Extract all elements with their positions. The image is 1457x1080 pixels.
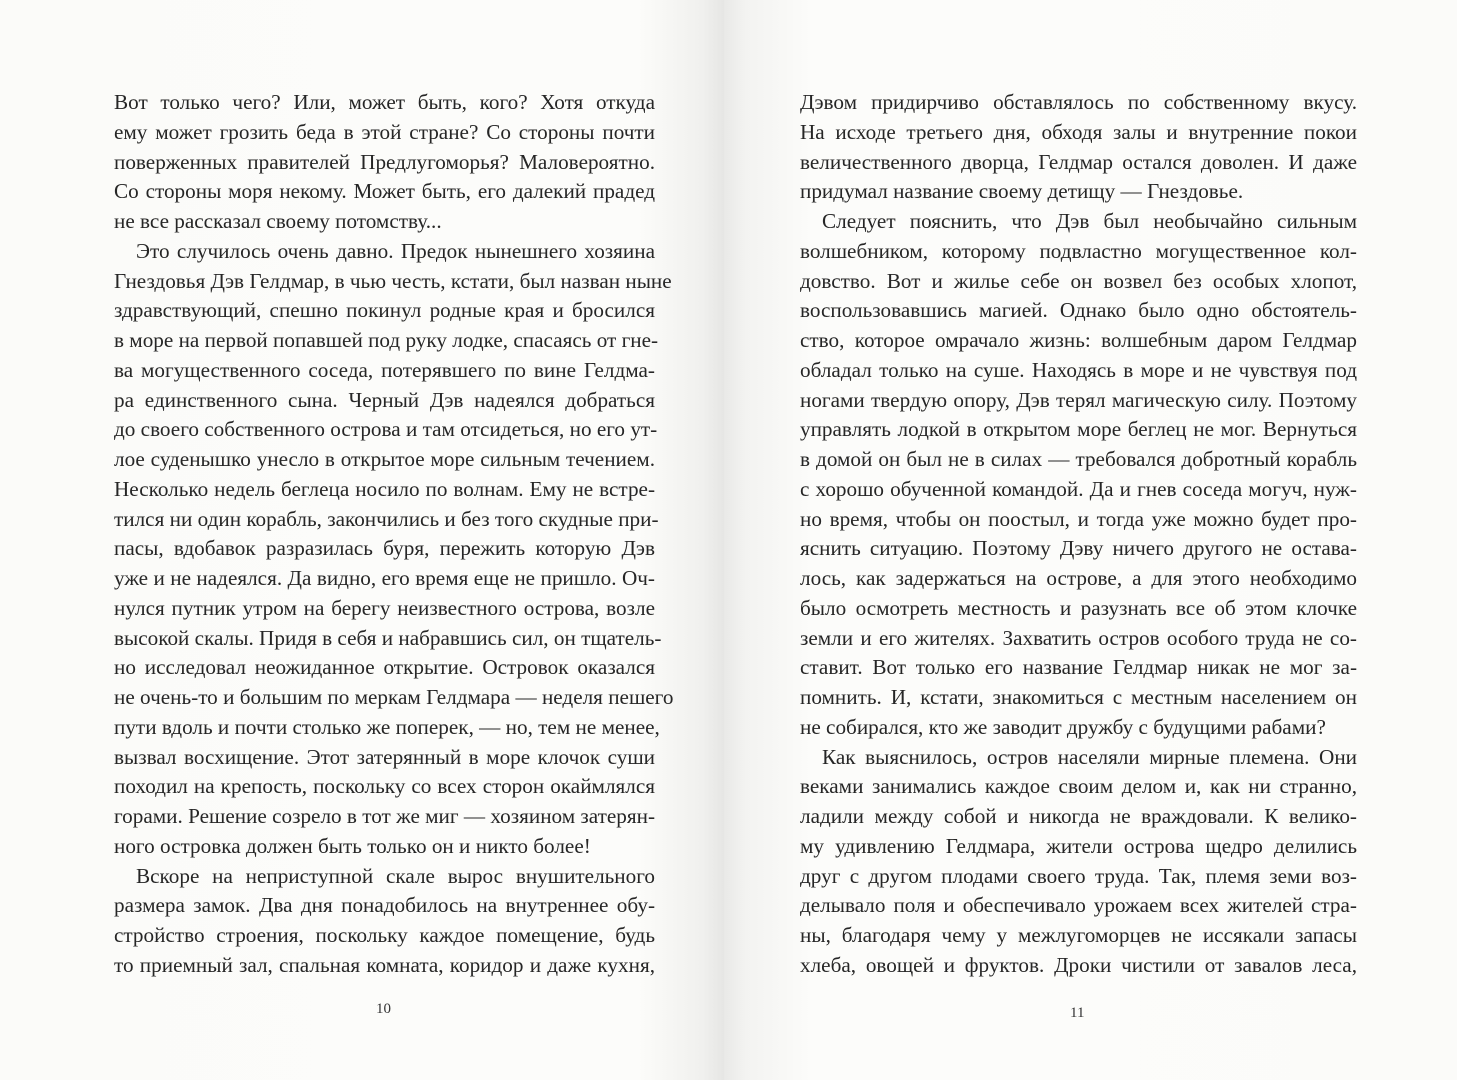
text-line: Со стороны моря некому. Может быть, его далекий прадед — [114, 179, 655, 204]
text-line: ногами твердую опору, Дэв терял магическую силу. Поэтому — [800, 387, 1357, 412]
left-page-number: 10 — [376, 1001, 391, 1017]
text-line: в домой он был не в силах — требовался добротный корабль — [800, 447, 1357, 471]
text-line: горами. Решение созрело в тот же миг — хозяином затерян- — [114, 804, 656, 828]
right-page — [724, 0, 1457, 1080]
text-line: На исходе третьего дня, обходя залы и внутренние покои — [800, 119, 1357, 144]
text-line: Несколько недель беглеца носило по волнам. Ему не встре- — [114, 476, 655, 501]
left-page — [0, 0, 724, 1080]
text-line: ва могущественного соседа, потерявшего по вине Гелдма- — [114, 357, 655, 382]
text-line: хлеба, овощей и фруктов. Дроки чистили от завалов леса, — [800, 952, 1357, 977]
text-line: нулся путник утром на берегу неизвестного острова, возле — [114, 595, 655, 620]
right-page-text — [800, 88, 1357, 981]
text-line: му удивлению Гелдмара, жители острова щедро делились — [800, 833, 1357, 858]
text-line: не собирался, кто же заводит дружбу с будущими рабами? — [800, 714, 1326, 739]
right-page-number: 11 — [1070, 1005, 1085, 1021]
text-line: то приемный зал, спальная комната, коридор и даже кухня, — [114, 952, 655, 977]
text-line: придумал название своему детищу — Гнездовье. — [800, 179, 1244, 204]
text-line: друг с другом плодами своего труда. Так, племя земи воз- — [800, 863, 1357, 888]
text-line: Это случилось очень давно. Предок нынешнего хозяина — [136, 238, 655, 263]
text-line: ладили между собой и никогда не враждовали. К велико- — [800, 804, 1357, 828]
text-line: обладал только на суше. Находясь в море и не чувствуя под — [800, 357, 1357, 382]
text-line: с хорошо обученной командой. Да и гнев соседа могуч, нуж- — [800, 476, 1357, 501]
text-line: стройство строения, поскольку каждое помещение, будь — [114, 923, 655, 947]
text-line: походил на крепость, поскольку со всех сторон окаймлялся — [114, 774, 655, 799]
text-line: лось, как задержаться на острове, а для этого необходимо — [800, 566, 1357, 590]
text-line: ны, благодаря чему у межлугоморцев не иссякали запасы — [800, 923, 1357, 947]
text-line: высокой скалы. Придя в себя и набравшись сил, он тщатель- — [114, 625, 662, 650]
text-line: ставит. Вот только его название Гелдмар никак не мог за- — [800, 655, 1357, 680]
text-line: ему может грозить беда в этой стране? Со стороны почти — [114, 119, 655, 144]
text-line: лое суденышко унесло в открытое море сильным течением. — [114, 447, 655, 471]
text-line: здравствующий, спешно покинул родные края и бросился — [114, 298, 655, 323]
text-line: но время, чтобы он поостыл, и тогда уже можно будет про- — [800, 506, 1357, 531]
text-line: не очень-то и большим по меркам Гелдмара — неделя пешего — [114, 685, 674, 709]
text-line: ра единственного сына. Черный Дэв надеялся добраться — [114, 387, 655, 412]
text-line: величественного дворца, Гелдмар остался доволен. И даже — [800, 149, 1357, 174]
text-line: было осмотреть местность и разузнать все об этом клочке — [800, 595, 1357, 620]
text-line: но исследовал неожиданное открытие. Островок оказался — [114, 655, 655, 680]
text-line: до своего собственного острова и там отсидеться, но его ут- — [114, 417, 658, 442]
text-line: пути вдоль и почти столько же поперек, — но, тем не менее, — [114, 714, 660, 739]
text-line: волшебником, которому подвластно могущественное кол- — [800, 238, 1357, 263]
text-line: помнить. И, кстати, знакомиться с местным населением он — [800, 685, 1357, 709]
text-line: довство. Вот и жилье себе он возвел без особых хлопот, — [800, 268, 1357, 293]
text-line: Вскоре на неприступной скале вырос внушительного — [136, 863, 655, 888]
text-line: Гнездовья Дэв Гелдмар, в чью честь, кстати, был назван ныне — [114, 268, 672, 293]
text-line: не все рассказал своему потомству... — [114, 209, 442, 233]
text-line: Следует пояснить, что Дэв был необычайно сильным — [822, 209, 1357, 233]
text-line: управлять лодкой в открытом море беглец не мог. Вернуться — [800, 417, 1357, 442]
text-line: Как выяснилось, остров населяли мирные племена. Они — [822, 744, 1357, 769]
text-line: воспользовавшись магией. Однако было одно обстоятель- — [800, 298, 1357, 323]
text-line: ного островка должен быть только он и никто более! — [114, 833, 591, 858]
text-line: ство, которое омрачало жизнь: волшебным даром Гелдмар — [800, 328, 1357, 352]
text-line: тился ни один корабль, закончились и без того скудные при- — [114, 506, 659, 531]
text-line: размера замок. Два дня понадобилось на внутреннее обу- — [114, 893, 655, 918]
text-line: Вот только чего? Или, может быть, кого? Хотя откуда — [114, 90, 655, 114]
text-line: уже и не надеялся. Да видно, его время еще не пришло. Оч- — [114, 566, 655, 590]
text-line: поверженных правителей Предлугоморья? Маловероятно. — [114, 149, 655, 174]
text-line: яснить ситуацию. Поэтому Дэву ничего другого не остава- — [800, 536, 1357, 561]
text-line: земли и его жителях. Захватить остров особого труда не со- — [800, 625, 1357, 650]
text-line: в море на первой попавшей под руку лодке, спасаясь от гне- — [114, 328, 659, 352]
text-line: пасы, вдобавок разразилась буря, пережить которую Дэв — [114, 536, 655, 561]
text-line: делывало поля и обеспечивало урожаем всех жителей стра- — [800, 893, 1357, 918]
text-line: вызвал восхищение. Этот затерянный в море клочок суши — [114, 744, 655, 769]
text-line: веками занимались каждое своим делом и, как ни странно, — [800, 774, 1357, 799]
text-line: Дэвом придирчиво обставлялось по собственному вкусу. — [800, 90, 1357, 114]
left-page-text — [114, 88, 674, 981]
